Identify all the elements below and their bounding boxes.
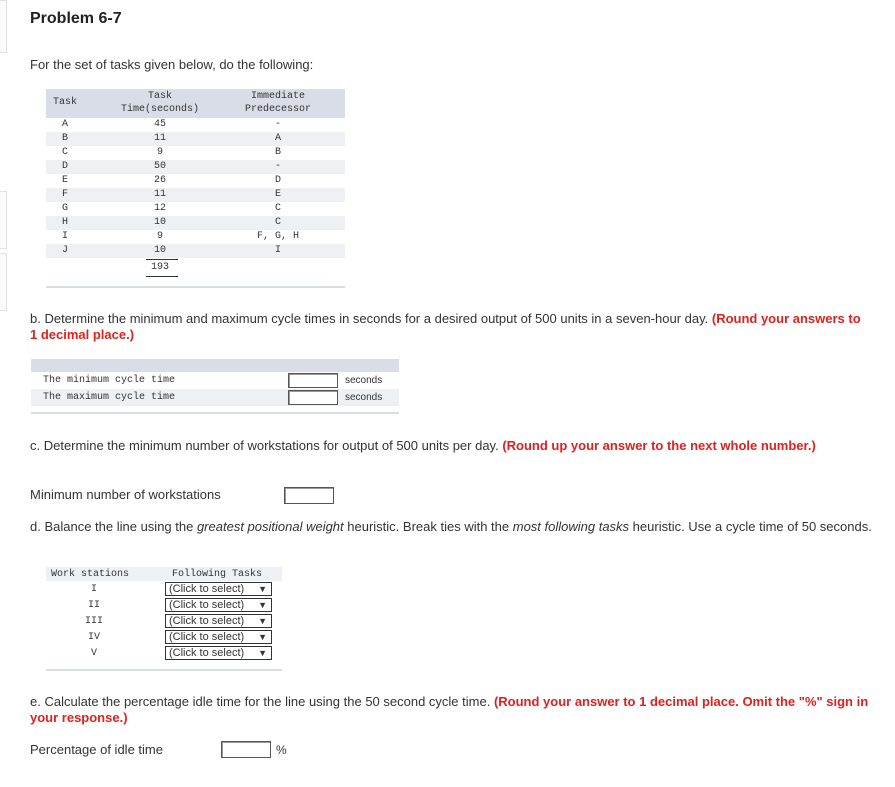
question-c <box>30 438 870 454</box>
total-row <box>46 258 345 288</box>
question-d <box>30 519 880 535</box>
task-cell: B <box>61 133 68 144</box>
side-tab-middle <box>0 191 7 249</box>
intro-text: For the set of tasks given below, do the following: <box>30 57 314 72</box>
table-row <box>46 146 345 160</box>
question-b <box>30 311 870 343</box>
dropdown-arrow-icon: ▼ <box>258 584 267 594</box>
time-cell: 11 <box>153 189 166 200</box>
station-label: V <box>90 648 97 659</box>
pred-cell: B <box>274 147 281 158</box>
pred-cell: E <box>274 189 281 200</box>
table-row <box>46 118 345 132</box>
pred-cell: - <box>274 161 281 172</box>
time-cell: 26 <box>153 175 166 186</box>
table-bottom-rule <box>46 286 345 288</box>
station-label: III <box>84 616 103 627</box>
sum-rule-bottom <box>146 276 178 277</box>
min-cycle-unit: seconds <box>345 375 383 386</box>
header-pred-line2: Predecessor <box>244 104 311 115</box>
time-cell: 9 <box>156 147 163 158</box>
question-e-text: e. Calculate the percentage idle time for the line using the 50 second cycle time. <box>30 694 494 709</box>
task-cell: I <box>61 231 68 242</box>
task-cell: J <box>61 245 68 256</box>
min-cycle-input[interactable] <box>288 373 338 388</box>
select-value: (Click to select) <box>169 647 245 659</box>
max-cycle-unit: seconds <box>345 392 383 403</box>
station-label: I <box>90 584 97 595</box>
max-cycle-input[interactable] <box>288 390 338 405</box>
header-following-tasks: Following Tasks <box>172 569 263 580</box>
dropdown-arrow-icon: ▼ <box>258 600 267 610</box>
header-pred-line1: Immediate <box>250 91 305 102</box>
dropdown-arrow-icon: ▼ <box>258 648 267 658</box>
task-cell: H <box>61 217 68 228</box>
side-tab-top <box>0 0 7 53</box>
cycle-time-table <box>31 359 399 414</box>
workstation-table <box>46 567 282 671</box>
pred-cell: I <box>274 245 281 256</box>
following-tasks-select[interactable] <box>165 646 272 660</box>
table-row <box>46 174 345 188</box>
page-title: Problem 6-7 <box>30 10 122 27</box>
idle-time-input[interactable] <box>221 741 271 758</box>
pred-cell: A <box>274 133 281 144</box>
time-cell: 11 <box>153 133 166 144</box>
min-workstations-input[interactable] <box>284 487 334 504</box>
select-value: (Click to select) <box>169 631 245 643</box>
table-row <box>46 188 345 202</box>
time-cell: 12 <box>153 203 166 214</box>
time-cell: 45 <box>153 119 166 130</box>
workstation-table-bottom-rule <box>46 669 282 671</box>
percent-unit: % <box>276 743 287 757</box>
station-label: IV <box>87 632 100 643</box>
question-c-instruction: (Round up your answer to the next whole number.) <box>502 438 816 453</box>
table-row <box>46 202 345 216</box>
task-table <box>46 89 345 288</box>
pred-cell: C <box>274 217 281 228</box>
side-tab-bottom <box>0 253 7 311</box>
select-value: (Click to select) <box>169 599 245 611</box>
question-d-text-1: d. Balance the line using the <box>30 519 197 534</box>
time-cell: 10 <box>153 245 166 256</box>
table-row <box>46 132 345 146</box>
question-c-text: c. Determine the minimum number of workstations for output of 500 units per day. <box>30 438 503 453</box>
question-e-instruction: (Round your answer to 1 decimal place. Omit the "%" sign in your response.) <box>30 694 869 725</box>
min-workstations-label: Minimum number of workstations <box>30 487 221 502</box>
station-label: II <box>87 600 100 611</box>
idle-time-label: Percentage of idle time <box>30 742 163 757</box>
task-cell: D <box>61 161 68 172</box>
sum-rule-top <box>146 259 178 260</box>
header-time-line1: Task <box>147 91 172 102</box>
min-cycle-label: The minimum cycle time <box>43 375 176 386</box>
header-task: Task <box>52 97 77 108</box>
table-row <box>46 216 345 230</box>
pred-cell: F, G, H <box>256 231 299 242</box>
question-d-text-3: heuristic. Use a cycle time of 50 seconds. <box>629 519 872 534</box>
pred-cell: C <box>274 203 281 214</box>
workstation-row <box>46 629 282 645</box>
task-cell: A <box>61 119 68 130</box>
pred-cell: D <box>274 175 281 186</box>
max-cycle-row <box>31 389 399 406</box>
pred-cell: - <box>274 119 281 130</box>
time-cell: 10 <box>153 217 166 228</box>
workstation-row <box>46 645 282 661</box>
question-b-text: b. Determine the minimum and maximum cycle times in seconds for a desired output of 500 units in a seven-hour day. <box>30 311 712 326</box>
task-cell: E <box>61 175 68 186</box>
workstation-row <box>46 613 282 629</box>
total-value: 193 <box>150 262 169 273</box>
question-b-instruction: (Round your answers to 1 decimal place.) <box>30 311 861 342</box>
workstation-row <box>46 597 282 613</box>
table-row <box>46 244 345 258</box>
question-e <box>30 694 880 726</box>
following-tasks-select[interactable] <box>165 614 272 628</box>
time-cell: 9 <box>156 231 163 242</box>
task-cell: G <box>61 203 68 214</box>
dropdown-arrow-icon: ▼ <box>258 632 267 642</box>
cycle-table-header <box>31 359 399 372</box>
following-tasks-select[interactable] <box>165 630 272 644</box>
time-cell: 50 <box>153 161 166 172</box>
table-row <box>46 230 345 244</box>
question-d-emphasis-2: most following tasks <box>512 519 630 534</box>
following-tasks-select[interactable] <box>165 582 272 596</box>
min-cycle-row <box>31 372 399 389</box>
table-row <box>46 160 345 174</box>
select-value: (Click to select) <box>169 615 245 627</box>
header-work-stations: Work stations <box>51 569 130 580</box>
cycle-table-bottom-rule <box>31 412 399 414</box>
question-d-text-2: heuristic. Break ties with the <box>343 519 513 534</box>
dropdown-arrow-icon: ▼ <box>258 616 267 626</box>
max-cycle-label: The maximum cycle time <box>43 392 176 403</box>
header-time-line2: Time(seconds) <box>120 104 199 115</box>
following-tasks-select[interactable] <box>165 598 272 612</box>
workstation-table-header <box>46 567 282 581</box>
select-value: (Click to select) <box>169 583 245 595</box>
question-d-emphasis-1: greatest positional weight <box>196 519 344 534</box>
task-table-header <box>46 89 345 118</box>
workstation-row <box>46 581 282 597</box>
task-cell: F <box>61 189 68 200</box>
task-cell: C <box>61 147 68 158</box>
